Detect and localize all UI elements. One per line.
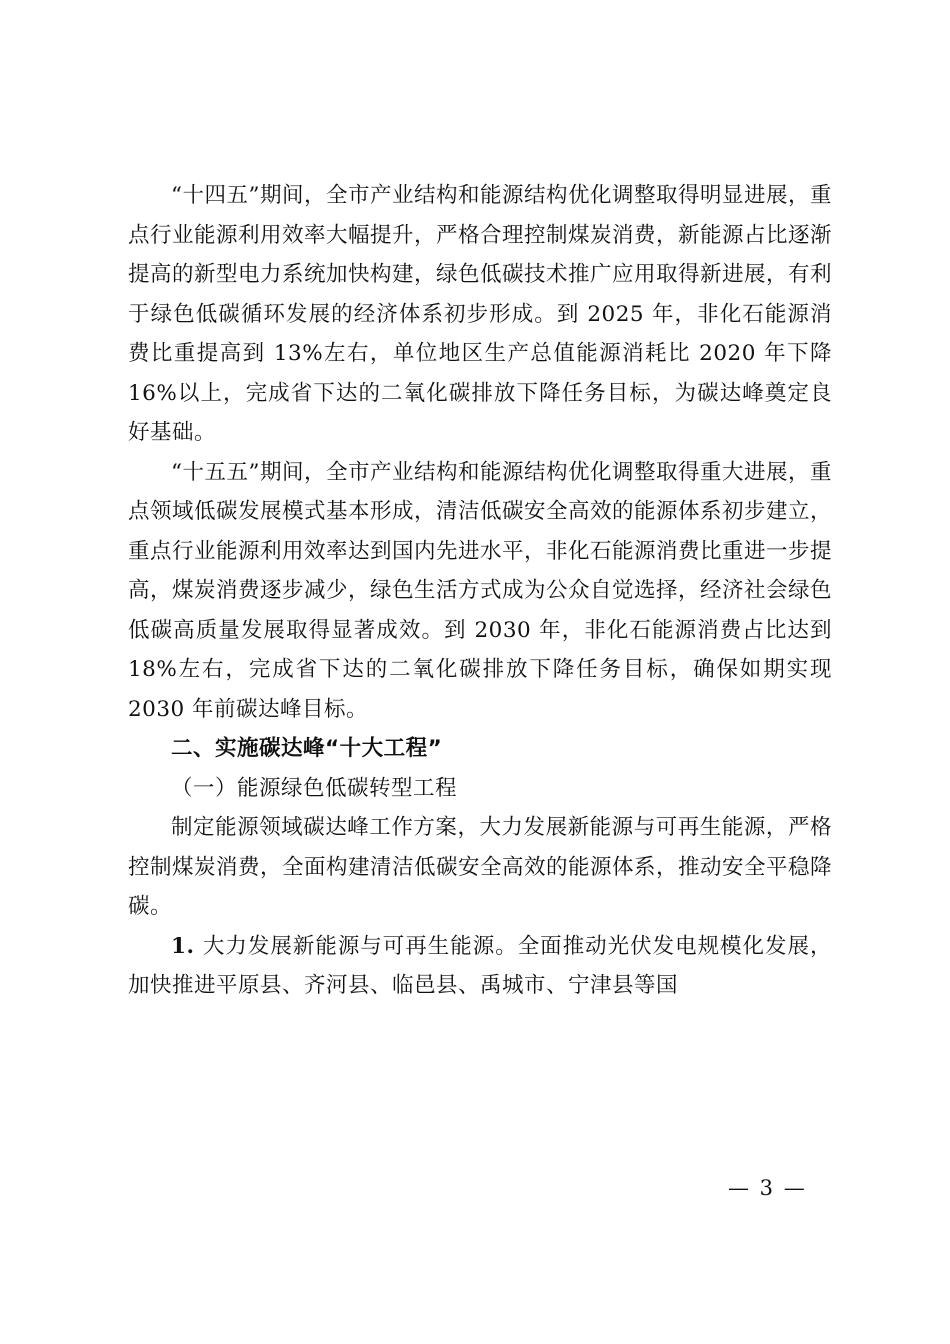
list-number: 1. <box>171 933 203 959</box>
paragraph-14th-five-year: “十四五”期间，全市产业结构和能源结构优化调整取得明显进展，重点行业能源利用效率大幅提升，严格合理控制煤炭消费，新能源占比逐渐提高的新型电力系统加快构建，绿色低碳技术推广应用取得新进展，有利于绿色低碳循环发展的经济体系初步形成。到 2025 年，非化石能源消费比重提高到 13%左右，单位地区生产总值能源消耗比 2020 年下降 16%以上，完成省下达的二氧化碳排放下降任务目标，为碳达峰奠定良好基础。 <box>128 183 833 445</box>
paragraph-new-energy-text: 大力发展新能源与可再生能源。全面推动光伏发电规模化发展，加快推进平原县、齐河县、临邑县、禹城市、宁津县等国 <box>128 933 832 998</box>
paragraph-new-energy <box>128 927 832 1006</box>
section-heading: 二、实施碳达峰“十大工程” <box>171 736 443 761</box>
paragraph-energy-intro: 制定能源领域碳达峰工作方案，大力发展新能源与可再生能源，严格控制煤炭消费，全面构建清洁低碳安全高效的能源体系，推动安全平稳降碳。 <box>128 815 833 919</box>
document-body <box>128 176 832 1006</box>
page-number: — 3 — <box>728 1176 807 1200</box>
paragraph-15th-five-year: “十五五”期间，全市产业结构和能源结构优化调整取得重大进展，重点领域低碳发展模式基本形成，清洁低碳安全高效的能源体系初步建立，重点行业能源利用效率达到国内先进水平，非化石能源消费比重进一步提高，煤炭消费逐步减少，绿色生活方式成为公众自觉选择，经济社会绿色低碳高质量发展取得显著成效。到 2030 年，非化石能源消费占比达到 18%左右，完成省下达的二氧化碳排放下降任务目标，确保如期实现 2030 年前碳达峰目标。 <box>128 459 833 722</box>
subsection-heading: （一）能源绿色低碳转型工程 <box>171 775 458 801</box>
